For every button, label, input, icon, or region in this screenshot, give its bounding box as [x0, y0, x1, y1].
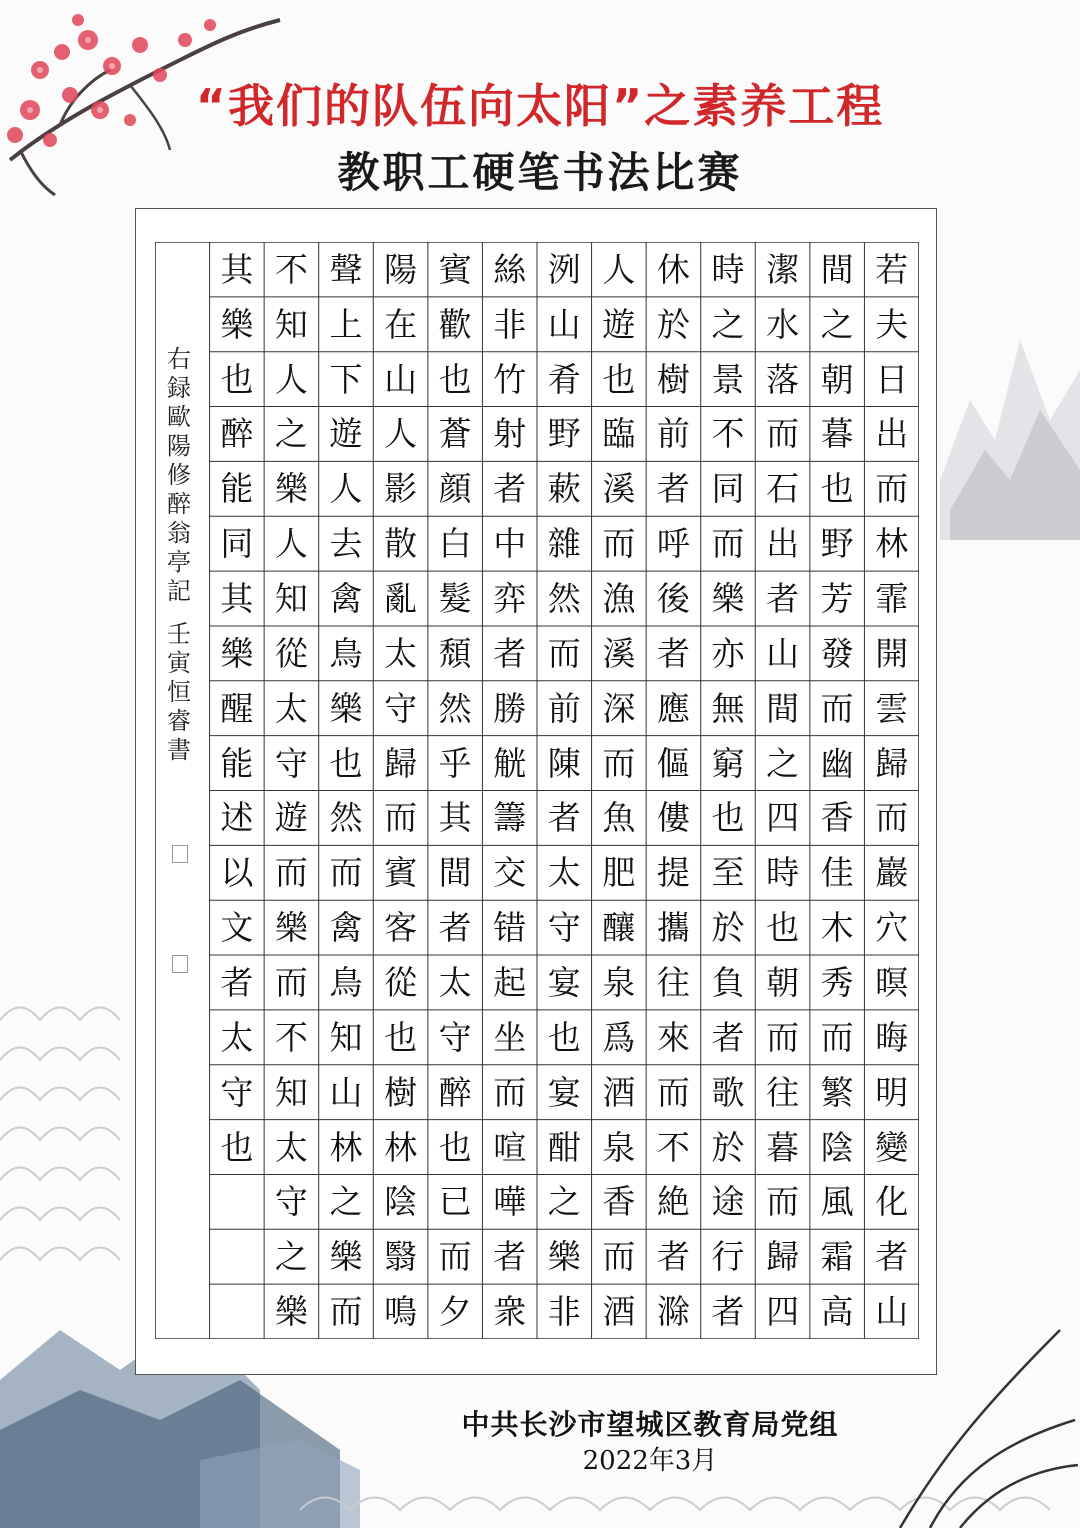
- calligraphy-character: 顔: [438, 469, 472, 509]
- calligraphy-character: 白: [438, 524, 472, 564]
- signature-character: 恒: [167, 678, 191, 706]
- calligraphy-character: 變: [875, 1127, 909, 1167]
- calligraphy-character: 巖: [875, 853, 909, 893]
- calligraphy-character: 歌: [711, 1072, 745, 1112]
- calligraphy-character: 也: [220, 1127, 254, 1167]
- calligraphy-character: 也: [384, 1017, 418, 1057]
- calligraphy-character: 禽: [329, 579, 363, 619]
- calligraphy-character: 樂: [220, 633, 254, 673]
- calligraphy-character: 髮: [438, 579, 472, 619]
- calligraphy-character: 暮: [820, 414, 854, 454]
- calligraphy-character: 文: [220, 908, 254, 948]
- calligraphy-character: 肴: [547, 359, 581, 399]
- calligraphy-character: 陳: [547, 743, 581, 783]
- calligraphy-character: 夕: [438, 1292, 472, 1332]
- calligraphy-character: 其: [220, 249, 254, 289]
- calligraphy-character: 落: [766, 359, 800, 399]
- calligraphy-character: 香: [602, 1182, 636, 1222]
- calligraphy-character: 客: [384, 908, 418, 948]
- calligraphy-character: 發: [820, 633, 854, 673]
- calligraphy-character: 洌: [547, 249, 581, 289]
- calligraphy-character: 者: [766, 579, 800, 619]
- signature-character: 醉: [167, 490, 191, 518]
- wave-pattern-icon: [0, 980, 140, 1300]
- calligraphy-character: 樹: [656, 359, 690, 399]
- calligraphy-character: 也: [820, 469, 854, 509]
- calligraphy-character: 明: [875, 1072, 909, 1112]
- calligraphy-character: 前: [656, 414, 690, 454]
- calligraphy-character: 之: [274, 414, 308, 454]
- calligraphy-character: 陰: [820, 1127, 854, 1167]
- calligraphy-character: 竹: [493, 359, 527, 399]
- calligraphy-character: 樂: [547, 1237, 581, 1277]
- calligraphy-character: 無: [711, 688, 745, 728]
- signature-character: 歐: [167, 403, 191, 431]
- calligraphy-character: 幽: [820, 743, 854, 783]
- calligraphy-character: 石: [766, 469, 800, 509]
- calligraphy-character: 樂: [220, 304, 254, 344]
- calligraphy-character: 而: [766, 414, 800, 454]
- calligraphy-character: 朝: [820, 359, 854, 399]
- calligraphy-character: 人: [274, 359, 308, 399]
- calligraphy-character: 霜: [820, 1237, 854, 1277]
- calligraphy-character: 山: [875, 1292, 909, 1332]
- calligraphy-character: 者: [875, 1237, 909, 1277]
- calligraphy-character: 間: [766, 688, 800, 728]
- calligraphy-character: 之: [766, 743, 800, 783]
- calligraphy-character: 陰: [384, 1182, 418, 1222]
- calligraphy-character: 於: [711, 908, 745, 948]
- calligraphy-character: 坐: [493, 1017, 527, 1057]
- calligraphy-character: 絶: [656, 1182, 690, 1222]
- calligraphy-character: 山: [547, 304, 581, 344]
- calligraphy-character: 人: [602, 249, 636, 289]
- calligraphy-character: 深: [602, 688, 636, 728]
- calligraphy-character: 休: [656, 249, 690, 289]
- calligraphy-character: 射: [493, 414, 527, 454]
- calligraphy-character: 應: [656, 688, 690, 728]
- calligraphy-character: 穴: [875, 908, 909, 948]
- calligraphy-character: 同: [711, 469, 745, 509]
- calligraphy-character: 樂: [274, 1292, 308, 1332]
- calligraphy-character: 而: [602, 1237, 636, 1277]
- signature-character: 録: [167, 374, 191, 402]
- calligraphy-character: 而: [329, 1292, 363, 1332]
- calligraphy-character: 酣: [547, 1127, 581, 1167]
- calligraphy-character: 述: [220, 798, 254, 838]
- calligraphy-character: 知: [274, 304, 308, 344]
- calligraphy-character: 以: [220, 853, 254, 893]
- calligraphy-character: 樂: [274, 908, 308, 948]
- calligraphy-character: 不: [274, 1017, 308, 1057]
- calligraphy-character: 鳥: [329, 962, 363, 1002]
- calligraphy-character: 溪: [602, 469, 636, 509]
- page-title: “我们的队伍向太阳”之素养工程: [195, 79, 885, 133]
- footer-organization: 中共长沙市望城区教育局党组: [461, 1408, 839, 1441]
- calligraphy-character: 遊: [274, 798, 308, 838]
- calligraphy-character: 時: [766, 853, 800, 893]
- calligraphy-character: 出: [875, 414, 909, 454]
- calligraphy-character: 而: [602, 524, 636, 564]
- signature-character: 睿: [167, 707, 191, 735]
- calligraphy-character: 交: [493, 853, 527, 893]
- calligraphy-character: 也: [220, 359, 254, 399]
- seal-mark-icon: [172, 845, 188, 863]
- calligraphy-character: 嘩: [493, 1182, 527, 1222]
- calligraphy-character: 窮: [711, 743, 745, 783]
- calligraphy-character: 四: [766, 1292, 800, 1332]
- calligraphy-character: 至: [711, 853, 745, 893]
- calligraphy-character: 化: [875, 1182, 909, 1222]
- calligraphy-character: 知: [274, 1072, 308, 1112]
- calligraphy-character: 醉: [220, 414, 254, 454]
- calligraphy-character: 遊: [329, 414, 363, 454]
- calligraphy-character: 宴: [547, 1072, 581, 1112]
- calligraphy-character: 於: [711, 1127, 745, 1167]
- calligraphy-character: 衆: [493, 1292, 527, 1332]
- calligraphy-character: 不: [274, 249, 308, 289]
- calligraphy-character: 喧: [493, 1127, 527, 1167]
- calligraphy-character: 守: [274, 1182, 308, 1222]
- calligraphy-character: 呼: [656, 524, 690, 564]
- calligraphy-character: 攜: [656, 908, 690, 948]
- calligraphy-character: 而: [820, 1017, 854, 1057]
- calligraphy-character: 林: [329, 1127, 363, 1167]
- calligraphy-character: 潔: [766, 249, 800, 289]
- calligraphy-character: 途: [711, 1182, 745, 1222]
- calligraphy-character: 起: [493, 962, 527, 1002]
- calligraphy-character: 而: [711, 524, 745, 564]
- calligraphy-character: 水: [766, 304, 800, 344]
- calligraphy-character: 繁: [820, 1072, 854, 1112]
- calligraphy-character: 歸: [384, 743, 418, 783]
- calligraphy-character: 之: [274, 1237, 308, 1277]
- calligraphy-character: 爲: [602, 1017, 636, 1057]
- calligraphy-character: 而: [766, 1182, 800, 1222]
- calligraphy-character: 臨: [602, 414, 636, 454]
- calligraphy-character: 樂: [711, 579, 745, 619]
- calligraphy-character: 日: [875, 359, 909, 399]
- calligraphy-character: 四: [766, 798, 800, 838]
- calligraphy-character: 者: [656, 1237, 690, 1277]
- calligraphy-character: 者: [493, 469, 527, 509]
- signature-column: [158, 345, 200, 765]
- signature-character: 記: [167, 577, 191, 605]
- calligraphy-character: 泉: [602, 1127, 636, 1167]
- calligraphy-character: 中: [493, 524, 527, 564]
- calligraphy-character: 其: [220, 579, 254, 619]
- calligraphy-character: 泉: [602, 962, 636, 1002]
- calligraphy-character: 在: [384, 304, 418, 344]
- calligraphy-character: 魚: [602, 798, 636, 838]
- calligraphy-character: 也: [438, 1127, 472, 1167]
- calligraphy-character: 歸: [766, 1237, 800, 1277]
- calligraphy-character: 然: [438, 688, 472, 728]
- calligraphy-character: 絲: [493, 249, 527, 289]
- calligraphy-character: 歡: [438, 304, 472, 344]
- calligraphy-character: 酒: [602, 1292, 636, 1332]
- calligraphy-character: 知: [274, 579, 308, 619]
- calligraphy-character: 而: [438, 1237, 472, 1277]
- calligraphy-character: 之: [329, 1182, 363, 1222]
- calligraphy-character: 然: [329, 798, 363, 838]
- calligraphy-character: 釀: [602, 908, 636, 948]
- calligraphy-character: 往: [656, 962, 690, 1002]
- calligraphy-character: 者: [656, 469, 690, 509]
- calligraphy-character: 醉: [438, 1072, 472, 1112]
- calligraphy-character: 蒼: [438, 414, 472, 454]
- calligraphy-character: 雜: [547, 524, 581, 564]
- calligraphy-character: 鳴: [384, 1292, 418, 1332]
- calligraphy-character: 從: [274, 633, 308, 673]
- calligraphy-character: 守: [384, 688, 418, 728]
- calligraphy-character: 酒: [602, 1072, 636, 1112]
- calligraphy-character: 鳥: [329, 633, 363, 673]
- calligraphy-character: 错: [493, 908, 527, 948]
- calligraphy-character: 溪: [602, 633, 636, 673]
- calligraphy-character: 下: [329, 359, 363, 399]
- calligraphy-character: 也: [711, 798, 745, 838]
- calligraphy-character: 去: [329, 524, 363, 564]
- calligraphy-character: 人: [274, 524, 308, 564]
- calligraphy-character: 守: [220, 1072, 254, 1112]
- calligraphy-character: 頹: [438, 633, 472, 673]
- calligraphy-character: 賓: [384, 853, 418, 893]
- calligraphy-character: 之: [547, 1182, 581, 1222]
- calligraphy-character: 禽: [329, 908, 363, 948]
- calligraphy-character: 夫: [875, 304, 909, 344]
- calligraphy-character: 散: [384, 524, 418, 564]
- calligraphy-character: 太: [220, 1017, 254, 1057]
- calligraphy-character: 人: [384, 414, 418, 454]
- calligraphy-character: 非: [547, 1292, 581, 1332]
- calligraphy-character: 守: [274, 743, 308, 783]
- calligraphy-character: 人: [329, 469, 363, 509]
- calligraphy-character: 提: [656, 853, 690, 893]
- signature-character: 寅: [167, 649, 191, 677]
- calligraphy-character: 間: [820, 249, 854, 289]
- calligraphy-character: 之: [820, 304, 854, 344]
- calligraphy-character: 而: [820, 688, 854, 728]
- calligraphy-character: 翳: [384, 1237, 418, 1277]
- calligraphy-character: 野: [547, 414, 581, 454]
- calligraphy-character: 者: [711, 1292, 745, 1332]
- calligraphy-character: 僂: [656, 798, 690, 838]
- calligraphy-character: 漁: [602, 579, 636, 619]
- calligraphy-character: 而: [274, 962, 308, 1002]
- signature-character: 陽: [167, 432, 191, 460]
- calligraphy-character: 上: [329, 304, 363, 344]
- calligraphy-character: 者: [493, 633, 527, 673]
- calligraphy-character: 賓: [438, 249, 472, 289]
- calligraphy-character: 出: [766, 524, 800, 564]
- calligraphy-character: 而: [329, 853, 363, 893]
- calligraphy-character: 山: [329, 1072, 363, 1112]
- calligraphy-character: 而: [656, 1072, 690, 1112]
- calligraphy-character: 香: [820, 798, 854, 838]
- calligraphy-character: 樹: [384, 1072, 418, 1112]
- calligraphy-character: 暮: [766, 1127, 800, 1167]
- calligraphy-character: 者: [438, 908, 472, 948]
- calligraphy-character: 而: [547, 633, 581, 673]
- calligraphy-character: 林: [384, 1127, 418, 1167]
- calligraphy-character: 者: [711, 1017, 745, 1057]
- calligraphy-character: 行: [711, 1237, 745, 1277]
- calligraphy-character: 影: [384, 469, 418, 509]
- calligraphy-character: 樂: [329, 1237, 363, 1277]
- calligraphy-character: 樂: [329, 688, 363, 728]
- calligraphy-character: 而: [766, 1017, 800, 1057]
- calligraphy-character: 不: [711, 414, 745, 454]
- calligraphy-character: 太: [274, 1127, 308, 1167]
- calligraphy-character: 肥: [602, 853, 636, 893]
- calligraphy-character: 之: [711, 304, 745, 344]
- calligraphy-character: 太: [384, 633, 418, 673]
- signature-source-line: [158, 345, 200, 606]
- calligraphy-character: 宴: [547, 962, 581, 1002]
- calligraphy-character: 太: [274, 688, 308, 728]
- calligraphy-character: 也: [766, 908, 800, 948]
- calligraphy-character: 遊: [602, 304, 636, 344]
- calligraphy-character: 從: [384, 962, 418, 1002]
- calligraphy-character: 間: [438, 853, 472, 893]
- calligraphy-character: 而: [274, 853, 308, 893]
- calligraphy-character: 聲: [329, 249, 363, 289]
- calligraphy-character: 者: [656, 633, 690, 673]
- calligraphy-character: 霏: [875, 579, 909, 619]
- calligraphy-character: 來: [656, 1017, 690, 1057]
- signature-author-line: [158, 620, 200, 765]
- page-subtitle: 教职工硬笔书法比赛: [337, 148, 743, 197]
- calligraphy-character: 朝: [766, 962, 800, 1002]
- calligraphy-character: 樂: [274, 469, 308, 509]
- calligraphy-character: 負: [711, 962, 745, 1002]
- calligraphy-character: 高: [820, 1292, 854, 1332]
- calligraphy-character: 已: [438, 1182, 472, 1222]
- calligraphy-character: 而: [875, 798, 909, 838]
- calligraphy-character: 籌: [493, 798, 527, 838]
- calligraphy-character: 觥: [493, 743, 527, 783]
- signature-character: 右: [167, 345, 191, 373]
- calligraphy-character: 而: [602, 743, 636, 783]
- calligraphy-character: 非: [493, 304, 527, 344]
- calligraphy-character: 能: [220, 469, 254, 509]
- calligraphy-character: 林: [875, 524, 909, 564]
- calligraphy-character: 而: [493, 1072, 527, 1112]
- calligraphy-character: 守: [547, 908, 581, 948]
- calligraphy-character: 乎: [438, 743, 472, 783]
- calligraphy-character: 然: [547, 579, 581, 619]
- calligraphy-character: 山: [384, 359, 418, 399]
- character-grid: [155, 242, 919, 1339]
- calligraphy-character: 亂: [384, 579, 418, 619]
- calligraphy-character: 同: [220, 524, 254, 564]
- calligraphy-character: 佳: [820, 853, 854, 893]
- calligraphy-character: 而: [384, 798, 418, 838]
- calligraphy-character: 太: [547, 853, 581, 893]
- calligraphy-character: 雲: [875, 688, 909, 728]
- calligraphy-character: 滁: [656, 1292, 690, 1332]
- calligraphy-character: 歸: [875, 743, 909, 783]
- calligraphy-character: 也: [329, 743, 363, 783]
- calligraphy-character: 於: [656, 304, 690, 344]
- calligraphy-character: 也: [438, 359, 472, 399]
- calligraphy-character: 傴: [656, 743, 690, 783]
- calligraphy-character: 往: [766, 1072, 800, 1112]
- signature-character: 書: [167, 736, 191, 764]
- calligraphy-character: 陽: [384, 249, 418, 289]
- calligraphy-character: 前: [547, 688, 581, 728]
- calligraphy-character: 芳: [820, 579, 854, 619]
- calligraphy-character: 開: [875, 633, 909, 673]
- calligraphy-character: 秀: [820, 962, 854, 1002]
- calligraphy-character: 風: [820, 1182, 854, 1222]
- signature-character: 修: [167, 461, 191, 489]
- calligraphy-character: 不: [656, 1127, 690, 1167]
- calligraphy-character: 者: [220, 962, 254, 1002]
- calligraphy-character: 太: [438, 962, 472, 1002]
- calligraphy-character: 者: [547, 798, 581, 838]
- calligraphy-character: 弈: [493, 579, 527, 619]
- calligraphy-character: 其: [438, 798, 472, 838]
- calligraphy-character: 醒: [220, 688, 254, 728]
- signature-character: 壬: [167, 620, 191, 648]
- calligraphy-character: 也: [602, 359, 636, 399]
- calligraphy-character: 野: [820, 524, 854, 564]
- calligraphy-character: 若: [875, 249, 909, 289]
- calligraphy-character: 山: [766, 633, 800, 673]
- calligraphy-character: 能: [220, 743, 254, 783]
- seal-mark-icon: [172, 955, 188, 973]
- footer-date: 2022年3月: [582, 1446, 718, 1476]
- calligraphy-character: 而: [875, 469, 909, 509]
- calligraphy-character: 蔌: [547, 469, 581, 509]
- calligraphy-character: 也: [547, 1017, 581, 1057]
- signature-character: 翁: [167, 519, 191, 547]
- calligraphy-character: 守: [438, 1017, 472, 1057]
- calligraphy-character: 暝: [875, 962, 909, 1002]
- calligraphy-character: 後: [656, 579, 690, 619]
- calligraphy-character: 時: [711, 249, 745, 289]
- ink-mountain-icon: [940, 280, 1080, 540]
- calligraphy-character: 景: [711, 359, 745, 399]
- calligraphy-character: 勝: [493, 688, 527, 728]
- signature-character: 亭: [167, 548, 191, 576]
- calligraphy-character: 木: [820, 908, 854, 948]
- calligraphy-character: 知: [329, 1017, 363, 1057]
- calligraphy-character: 晦: [875, 1017, 909, 1057]
- calligraphy-character: 亦: [711, 633, 745, 673]
- calligraphy-character: 者: [493, 1237, 527, 1277]
